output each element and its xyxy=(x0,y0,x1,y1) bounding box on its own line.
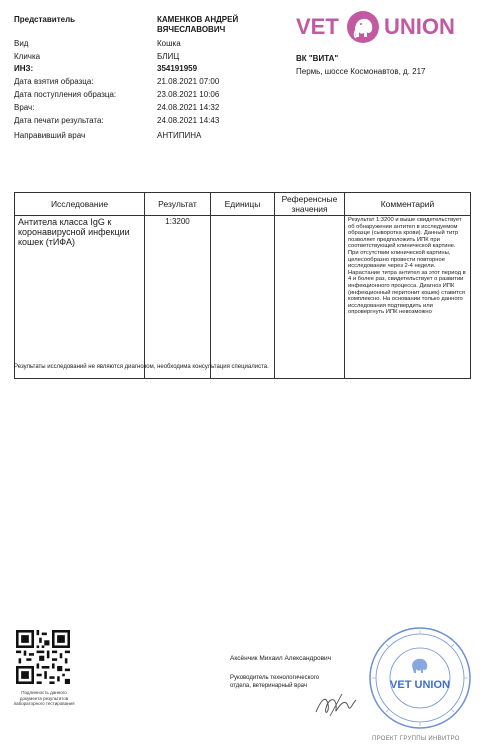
field-label-print-date: Дата печати результата: xyxy=(14,116,104,125)
field-value-referring-doctor: АНТИПИНА xyxy=(157,131,202,140)
header-reference: Референсные значения xyxy=(275,193,345,216)
representative-value: КАМЕНКОВ АНДРЕЙ ВЯЧЕСЛАВОВИЧ xyxy=(157,15,239,34)
cell-reference xyxy=(275,216,345,379)
vet-union-logo xyxy=(296,10,472,44)
field-label-sample-date: Дата взятия образца: xyxy=(14,77,94,86)
clinic-address: Пермь, шоссе Космонавтов, д. 217 xyxy=(296,67,426,76)
field-value-nickname: БЛИЦ xyxy=(157,52,180,61)
field-label-referring-doctor: Направивший врач xyxy=(14,131,86,140)
signatory-position-line2: отдела, ветеринарный врач xyxy=(230,683,308,689)
signatory-position xyxy=(230,674,319,690)
table-row xyxy=(15,216,471,379)
field-label-nickname: Кличка xyxy=(14,52,41,61)
field-value-print-date: 24.08.2021 14:43 xyxy=(157,116,220,125)
stamp-seal-icon xyxy=(368,626,472,730)
field-label-doctor: Врач: xyxy=(14,103,35,112)
field-value-inz: 354191959 xyxy=(157,64,198,73)
signature-icon xyxy=(312,690,360,720)
field-label-inz: ИНЗ: xyxy=(14,64,34,73)
field-value-receipt-date: 23.08.2021 10:06 xyxy=(157,90,220,99)
clinic-name: ВК "ВИТА" xyxy=(296,54,339,63)
logo-right-text: UNION xyxy=(384,14,455,39)
disclaimer: Результаты исследований не являются диагнозом, необходима консультация специалиста. xyxy=(14,364,269,370)
cell-units xyxy=(211,216,275,379)
cell-result: 1:3200 xyxy=(145,216,211,379)
field-value-species: Кошка xyxy=(157,39,181,48)
footer-text: ПРОЕКТ ГРУППЫ ИНВИТРО xyxy=(372,736,460,742)
table-header-row xyxy=(15,193,471,216)
qr-caption: Подлинность данного документа результатов лабораторного тестирования xyxy=(13,690,75,706)
signatory-name: Аксёнчик Михаил Александрович xyxy=(230,655,332,662)
elephant-icon xyxy=(346,10,380,44)
field-value-sample-date: 21.08.2021 07:00 xyxy=(157,77,220,86)
qr-code-icon[interactable] xyxy=(16,630,70,684)
field-label-species: Вид xyxy=(14,39,29,48)
header-comment: Комментарий xyxy=(345,193,471,216)
cell-test: Антитела класса IgG к коронавирусной инфекции кошек (тИФА) xyxy=(15,216,145,379)
results-table xyxy=(14,192,471,379)
header-units: Единицы xyxy=(211,193,275,216)
header-result: Результат xyxy=(145,193,211,216)
header-test: Исследование xyxy=(15,193,145,216)
logo-left-text: VET xyxy=(296,14,339,39)
field-label-receipt-date: Дата поступления образца: xyxy=(14,90,117,99)
cell-comment: Результат 1:3200 и выше свидетельствует об обнаружении антител в исследуемом образце (сыворотка крови). Данный титр позволяет предположить ИПК при соответствующей клинической картине. При отсутствии клинической картины, целесообразно провести повторное исследование через 2-4 недели. Нарастание титра антител за этот период в 4 и более раз, свидетельствует о развитии инфекционного процесса. Диагноз ИПК (инфекционный перитонит кошек) ставится комплексно. На основании только данного исследования подтвердить или опровергнуть ИПК невозможно xyxy=(345,216,471,379)
signatory-position-line1: Руководитель технологического xyxy=(230,675,320,681)
representative-label: Представитель xyxy=(14,15,76,24)
field-value-doctor: 24.08.2021 14:32 xyxy=(157,103,220,112)
stamp-text: VET UNION xyxy=(390,679,450,691)
